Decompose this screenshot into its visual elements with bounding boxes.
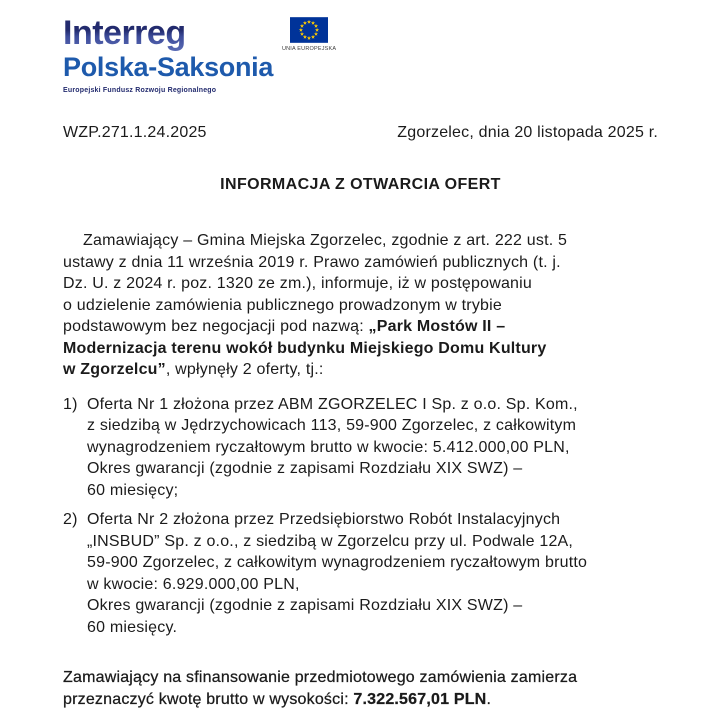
closing-paragraph xyxy=(63,667,658,710)
text-line: Oferta Nr 2 złożona przez Przedsiębiorstwo Robót Instalacyjnych xyxy=(87,511,561,528)
offer-text xyxy=(87,394,658,502)
programme-name-text: Polska-Saksonia xyxy=(63,52,274,82)
interreg-wordmark xyxy=(63,15,273,96)
offer-number: 2) xyxy=(63,511,78,528)
interreg-logo-text: Interreg xyxy=(63,15,273,51)
text-line: Zamawiający na sfinansowanie przedmiotowego zamówienia zamierza xyxy=(63,669,578,686)
text-line: 60 miesięcy. xyxy=(87,618,178,636)
header-row xyxy=(63,122,658,144)
case-reference-number: WZP.271.1.24.2025 xyxy=(63,124,207,141)
eu-flag-block xyxy=(281,17,337,54)
eu-flag-icon xyxy=(290,17,328,43)
text-line: wynagrodzeniem ryczałtowym brutto w kwocie: 5.412.000,00 PLN, xyxy=(87,438,570,456)
text-line: o udzielenie zamówienia publicznego prowadzonym w trybie xyxy=(63,296,502,314)
text-line: przeznaczyć kwotę brutto w wysokości: 7.322.567,01 PLN. xyxy=(63,690,492,708)
document-title: INFORMACJA Z OTWARCIA OFERT xyxy=(220,175,501,193)
fund-name-text: Europejski Fundusz Rozwoju Regionalnego xyxy=(63,87,217,94)
place-and-date: Zgorzelec, dnia 20 listopada 2025 r. xyxy=(397,124,658,141)
offers-list xyxy=(63,394,658,639)
text-line: w kwocie: 6.929.000,00 PLN, xyxy=(87,575,300,593)
offer-text xyxy=(87,509,658,638)
offer-number: 1) xyxy=(63,395,78,413)
text-line: w Zgorzelcu”, wpłynęły 2 oferty, tj.: xyxy=(63,361,324,378)
text-line: 60 miesięcy; xyxy=(87,481,179,499)
text-line: Zamawiający – Gmina Miejska Zgorzelec, zgodnie z art. 222 ust. 5 xyxy=(83,232,568,249)
offer-item xyxy=(63,394,658,502)
text-line: Oferta Nr 1 złożona przez ABM ZGORZELEC I Sp. z o.o. Sp. Kom., xyxy=(87,395,578,413)
text-line: podstawowym bez negocjacji pod nazwą: „Park Mostów II – xyxy=(63,318,506,335)
text-line: Okres gwarancji (zgodnie z zapisami Rozdziału XIX SWZ) – xyxy=(87,597,523,614)
text-line: Okres gwarancji (zgodnie z zapisami Rozdziału XIX SWZ) – xyxy=(87,460,523,477)
eu-flag-caption: UNIA EUROPEJSKA xyxy=(281,46,337,52)
text-line: 59-900 Zgorzelec, z całkowitym wynagrodzeniem ryczałtowym brutto xyxy=(87,554,588,571)
text-line: Dz. U. z 2024 r. poz. 1320 ze zm.), informuje, iż w postępowaniu xyxy=(63,275,533,292)
programme-logo xyxy=(63,15,658,96)
offer-item xyxy=(63,509,658,638)
text-line: z siedzibą w Jędrzychowicach 113, 59-900 Zgorzelec, z całkowitym xyxy=(87,417,577,434)
text-line: „INSBUD” Sp. z o.o., z siedzibą w Zgorzelcu przy ul. Podwale 12A, xyxy=(87,532,574,550)
intro-paragraph xyxy=(63,230,658,381)
text-line: ustawy z dnia 11 września 2019 r. Prawo zamówień publicznych (t. j. xyxy=(63,253,561,271)
text-line: Modernizacja terenu wokół budynku Miejskiego Domu Kultury xyxy=(63,339,547,357)
